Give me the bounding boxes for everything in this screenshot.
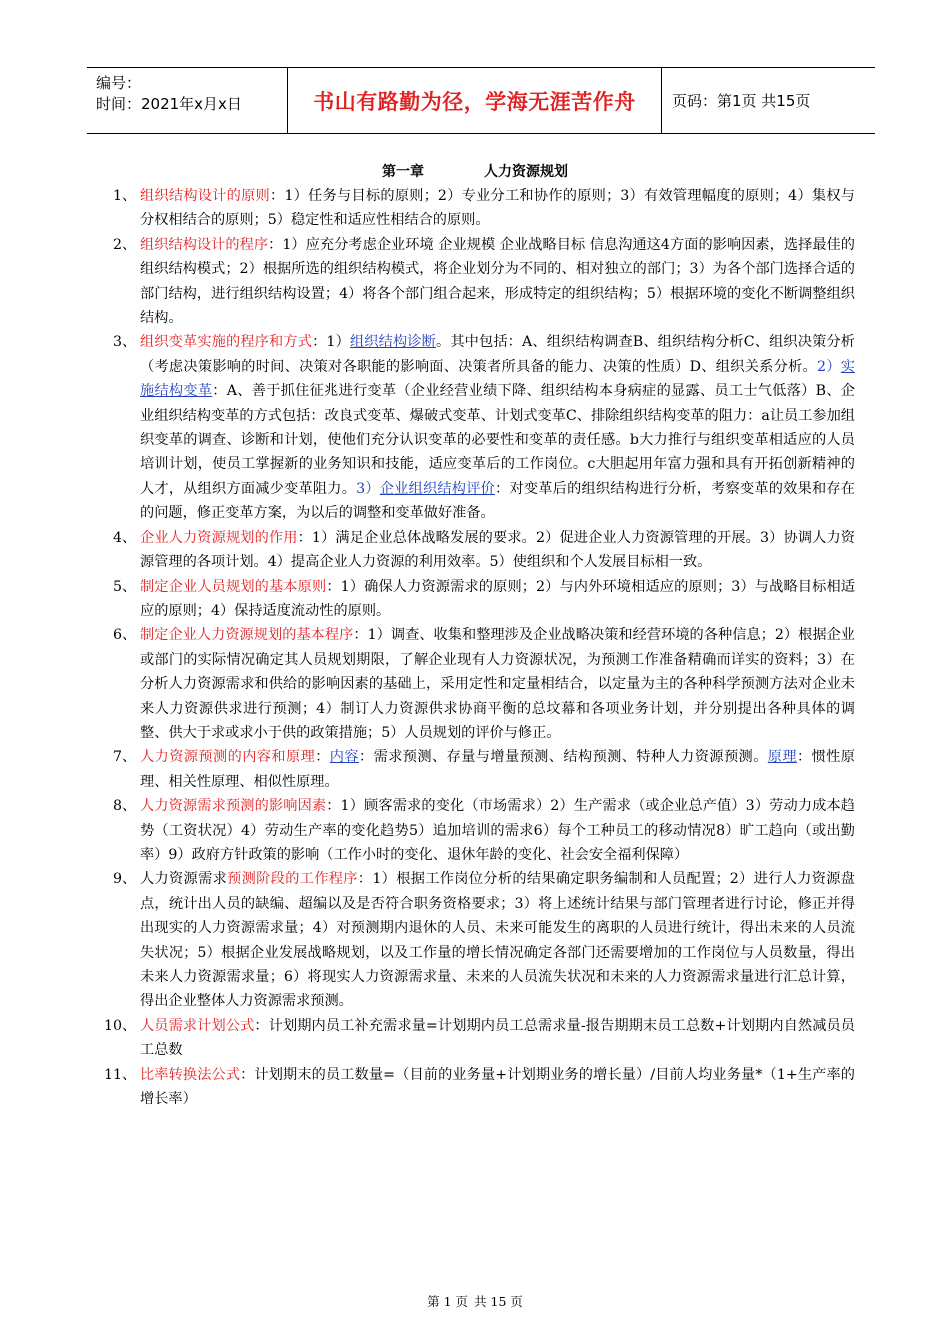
item-number: 5、 xyxy=(113,578,137,595)
chapter-heading xyxy=(0,162,950,182)
item-text: ：计划期末的员工数量=（目前的业务量+计划期业务的增长量）/目前人均业务量*（1+生产率的增长率） xyxy=(140,1066,855,1108)
item-text: ：1）根据工作岗位分析的结果确定职务编制和人员配置；2）进行人力资源盘点，统计出人员的缺编、超编以及是否符合职务资格要求；3）将上述统计结果与部门管理者进行讨论，修正并得出现实的人力资源需求量；4）对预测期内退休的人员、未来可能发生的离职的人员进行统计，得出未来的人员流失状况；5）根据企业发展战略规划，以及工作量的增长情况确定各部门还需要增加的工作岗位与人员数量，得出未来人力资源需求量；6）将现实人力资源需求量、未来的人员流失状况和未来的人力资源需求量进行汇总计算，得出企业整体人力资源需求预测。 xyxy=(140,871,855,1010)
item-key-term: 比率转换法公式 xyxy=(140,1066,241,1083)
item-number: 4、 xyxy=(113,529,137,546)
item-number: 6、 xyxy=(113,627,137,644)
item-key-term: 组织结构设计的程序 xyxy=(140,236,269,253)
item-number: 9、 xyxy=(113,871,137,888)
list-item xyxy=(113,233,855,331)
link-principle[interactable]: 原理 xyxy=(767,749,797,766)
item-number: 7、 xyxy=(113,749,137,766)
item-text: 人力资源需求 xyxy=(140,871,228,888)
item-text: 2） xyxy=(817,358,841,375)
item-text: ：需求预测、存量与增量预测、结构预测、特种人力资源预测。 xyxy=(359,749,768,766)
chapter-title: 人力资源规划 xyxy=(484,164,568,180)
header-meta xyxy=(87,68,287,133)
item-text: 。其中包括：A、组织结构调查B、组织结构分析C、组织决策分析（考虑决策影响的时间、决策对各职能的影响面、决策者所具备的能力、决策的性质）D、组织关系分析。 xyxy=(140,334,855,375)
list-item xyxy=(104,1063,855,1112)
item-text: ：1）顾客需求的变化（市场需求）2）生产需求（或企业总产值）3）劳动力成本趋势（工资状况）4）劳动生产率的变化趋势5）追加培训的需求6）每个工种员工的移动情况8）旷工趋向（或出勤率）9）政府方针政策的影响（工作小时的变化、退休年龄的变化、社会安全福利保障） xyxy=(140,798,855,863)
page-footer xyxy=(0,1292,950,1310)
item-key-term: 制定企业人力资源规划的基本程序 xyxy=(140,627,354,644)
list-item xyxy=(104,1014,855,1063)
link-org-diagnosis[interactable]: 组织结构诊断 xyxy=(349,334,436,351)
item-number: 10、 xyxy=(104,1017,137,1034)
list-item xyxy=(113,623,855,745)
item-text: 3） xyxy=(356,480,380,497)
link-structure-change[interactable]: 实施结构变革 xyxy=(140,358,855,400)
item-text: ：惯性原理、相关性原理、相似性原理。 xyxy=(140,749,855,790)
item-text: ：1）满足企业总体战略发展的要求。2）促进企业人力资源管理的开展。3）协调人力资源管理的各项计划。4）提高企业人力资源的利用效率。5）使组织和个人发展目标相一致。 xyxy=(140,529,855,571)
list-item xyxy=(113,575,855,624)
item-key-term: 人力资源需求预测的影响因素 xyxy=(140,798,327,815)
chapter-number: 第一章 xyxy=(382,164,424,180)
list-item xyxy=(113,745,855,794)
item-key-term: 预测阶段的工作程序 xyxy=(227,871,358,888)
list-item xyxy=(113,794,855,867)
item-text: ：计划期内员工补充需求量=计划期内员工总需求量-报告期期末员工总数+计划期内自然减员员工总数 xyxy=(140,1017,855,1059)
list-item xyxy=(113,867,855,1013)
list-item xyxy=(113,526,855,575)
item-number: 2、 xyxy=(113,236,137,253)
item-text: ： xyxy=(315,749,330,766)
item-key-term: 人员需求计划公式 xyxy=(140,1017,255,1034)
item-number: 3、 xyxy=(113,334,137,351)
header-number: 编号： xyxy=(96,74,142,92)
item-text: ：A、善于抓住征兆进行变革（企业经营业绩下降、组织结构本身病症的显露、员工士气低落）B、企业组织结构变革的方式包括：改良式变革、爆破式变革、计划式变革C、排除组织结构变革的阻力：a让员工参加组织变革的调查、诊断和计划，使他们充分认识变革的必要性和变革的责任感。b大力推行与组织变革相适应的人员培训计划，使员工掌握新的业务知识和技能，适应变革后的工作岗位。c大胆起用年富力强和具有开拓创新精神的人才，从组织方面减少变革阻力。 xyxy=(140,383,855,497)
header-motto: 书山有路勤为径，学海无涯苦作舟 xyxy=(287,68,662,133)
item-key-term: 制定企业人员规划的基本原则 xyxy=(140,578,327,595)
item-text: ：1）任务与目标的原则；2）专业分工和协作的原则；3）有效管理幅度的原则；4）集权与分权相结合的原则；5）稳定性和适应性相结合的原则。 xyxy=(140,188,855,229)
link-content[interactable]: 内容 xyxy=(329,749,359,766)
item-text: ：1） xyxy=(312,334,350,351)
item-key-term: 人力资源预测的内容和原理 xyxy=(140,749,316,766)
document-body xyxy=(104,184,855,1111)
item-text: ：1）确保人力资源需求的原则；2）与内外环境相适应的原则；3）与战略目标相适应的原则；4）保持适度流动性的原则。 xyxy=(140,578,855,619)
page-header xyxy=(87,67,875,134)
list-item xyxy=(113,184,855,233)
item-text: ：1）应充分考虑企业环境 企业规模 企业战略目标 信息沟通这4方面的影响因素，选择最佳的组织结构模式；2）根据所选的组织结构模式，将企业划分为不同的、相对独立的部门；3）为各个部门选择合适的部门结构，进行组织结构设置；4）将各个部门组合起来，形成特定的组织结构；5）根据环境的变化不断调整组织结构。 xyxy=(140,236,855,327)
header-page-info: 页码：第1页 共15页 xyxy=(672,92,811,110)
item-text: ：对变革后的组织结构进行分析，考察变革的效果和存在的问题，修正变革方案，为以后的调整和变革做好准备。 xyxy=(140,480,855,522)
item-key-term: 组织结构设计的原则 xyxy=(140,188,270,204)
footer-total: 共 15 页 xyxy=(474,1294,523,1309)
item-key-term: 企业人力资源规划的作用 xyxy=(140,529,298,546)
item-text: ：1）调查、收集和整理涉及企业战略决策和经营环境的各种信息；2）根据企业或部门的实际情况确定其人员规划期限，了解企业现有人力资源状况，为预测工作准备精确而详实的资料；3）在分析人力资源需求和供给的影响因素的基础上，采用定性和定量相结合，以定量为主的各种科学预测方法对企业未来人力资源供求进行预测；4）制订人力资源供求协商平衡的总坟幕和各项业务计划，并分别提出各种具体的调整、供大于求或求小于供的政策措施；5）人员规划的评价与修正。 xyxy=(140,627,855,741)
item-key-term: 组织变革实施的程序和方式 xyxy=(140,334,313,351)
link-structure-evaluation[interactable]: 企业组织结构评价 xyxy=(379,480,496,497)
header-time: 时间：2021年x月x日 xyxy=(96,95,242,113)
item-number: 11、 xyxy=(104,1066,137,1083)
footer-page: 第 1 页 xyxy=(427,1294,469,1309)
item-number: 1、 xyxy=(113,188,137,204)
item-number: 8、 xyxy=(113,798,137,815)
list-item xyxy=(113,330,855,525)
